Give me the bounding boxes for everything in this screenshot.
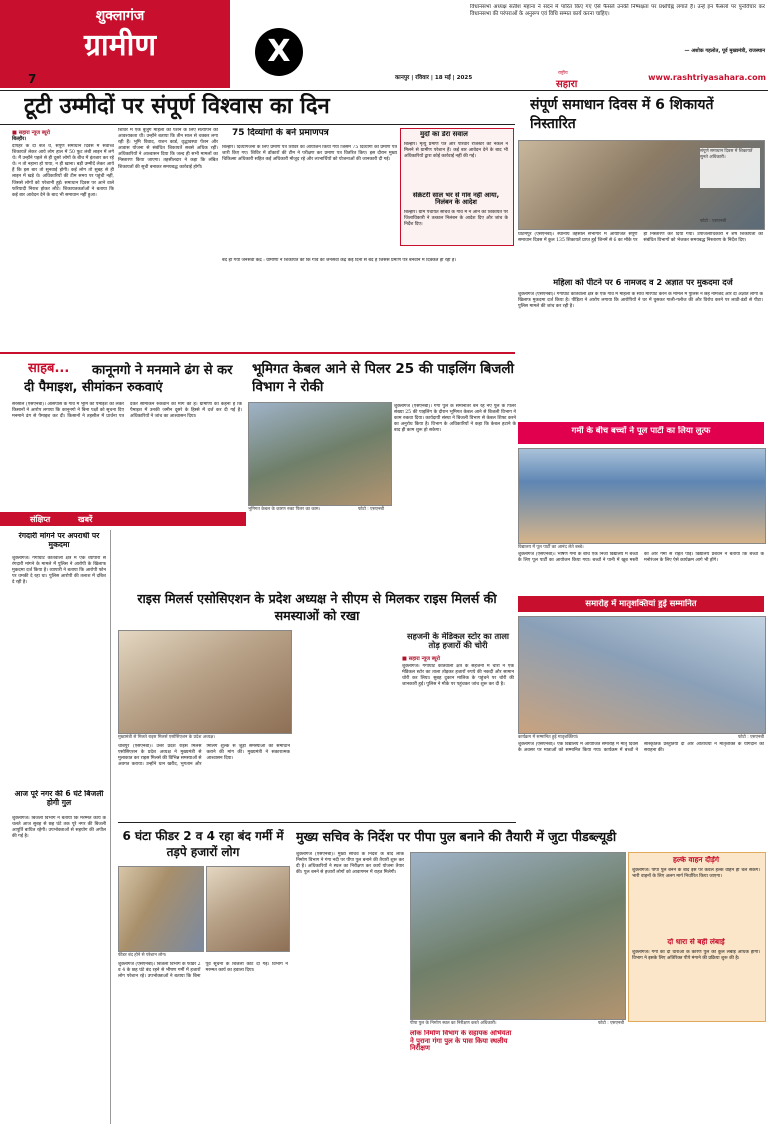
samaroh-body: शुक्लागंज (एसएनबी)। एक विद्यालय में आयोजित समारोह में मातृ दिवस के अवसर पर माताओं को सम्मानित किया गया। कार्यक्रम में बच्चों ने सांस्कृतिक प्रस्तुतियां दीं और अतिथियों ने मातृशक्ति के योगदान की सराहना की। (518, 742, 764, 754)
halka-text: शुक्लागंज। पीपा पुल बनने के बाद इस पर केवल हल्के वाहन ही चल सकेंगे। भारी वाहनों के लिए अलग मार्ग निर्धारित किया जाएगा। (632, 868, 760, 880)
kanungo-headline: कानूनगो ने मनमाने ढंग से कर दी पैमाइश, सीमांकन रुकवाएं (24, 363, 233, 395)
halka-title: हल्के वाहन दौड़ेंगे (672, 856, 720, 864)
website: www.rashtriyasahara.com (648, 73, 766, 82)
rice-body: चौबेपुर (एसएनबी)। उत्तर प्रदेश राइस मिलर्स एसोसिएशन के प्रदेश अध्यक्ष ने मुख्यमंत्री से मुलाकात कर राइस मिलर्स की विभिन्न समस्याओं से अवगत कराया। उन्होंने धान खरीद, भुगतान और मिलिंग शुल्क से जुड़ी समस्याओं का समाधान कराने की मांग की। मुख्यमंत्री ने सकारात्मक आश्वासन दिया। (118, 744, 290, 768)
pool-photo (518, 448, 766, 544)
rice-body-2 (296, 630, 396, 818)
bhumigat-headline: भूमिगत केबल आने से पिलर 25 की पाइलिंग बिजली विभाग ने रोकी (252, 361, 515, 395)
bhumigat-credit: फोटो : एसएनबी (358, 507, 385, 512)
main-footer: बंद हो गया जनसेवा केंद्र : ग्रामीणों ने शिकायत की कि गांव का जनसेवा केंद्र कई दिनों से बंद है जिससे प्रमाण पत्र बनवाने में दिक्कत हो रही है। (222, 258, 457, 263)
box-text: बिल्हौर। मृत्यु प्रमाण पत्र और परिवार रजिस्टर की नकल न मिलने से ग्रामीण परेशान हैं। कई बार आवेदन देने के बाद भी अधिकारियों द्वारा कोई कार्रवाई नहीं की गई। (404, 142, 508, 160)
samaroh-caption: कार्यक्रम में सम्मानित हुई मातृशक्तियां। (518, 735, 579, 740)
feeder-body: शुक्लागंज (एसएनबी)। बिजली विभाग के फीडर 2 व 4 के छह घंटे बंद रहने से भीषण गर्मी में हजारों लोग परेशान रहे। उपभोक्ताओं ने बताया कि बिना पूर्व सूचना के बिजली काट दी गई। विभाग ने मरम्मत कार्य का हवाला दिया। (118, 962, 288, 980)
rice-headline: राइस मिलर्स एसोसिएशन के प्रदेश अध्यक्ष ने सीएम से मिलकर राइस मिलर्स की समस्याओं को रखा (137, 591, 497, 623)
bhumigat-caption: भूमिगत केबल के कारण रुका पिलर का काम। (248, 507, 321, 512)
bhumigat-body-2 (248, 514, 390, 582)
brief-1-title: रंगदारी मांगने पर अपराधी पर मुकदमा (18, 532, 100, 549)
peepa-caption: पीपा पुल के निर्माण स्थल का निरीक्षण करते अधिकारी। (410, 1021, 497, 1026)
sankshipt-label2: खबरें (78, 515, 93, 524)
feeder-caption: फीडर बंद होने से परेशान लोग। (118, 953, 167, 958)
sehjani-headline: सहजनी के मेडिकल स्टोर का ताला तोड़ हजारों की चोरी (406, 632, 510, 651)
pool-caption: विद्यालय में पूल पार्टी का आनंद लेते बच्चे। (518, 545, 584, 550)
sehjani-byline: ■ सहारा न्यूज ब्यूरो (402, 656, 440, 662)
sampurna-body: घाटमपुर (एसएनबी)। स्थानीय तहसील सभागार में आयोजित संपूर्ण समाधान दिवस में कुल 135 शिकायतें प्राप्त हुईं जिनमें से 6 का मौके पर ही निस्तारण कर दिया गया। उपजिलाधिकारी ने शेष शिकायतों को संबंधित विभागों को भेजकर समयबद्ध निस्तारण के निर्देश दिए। (518, 232, 763, 244)
peepa-headline: मुख्य सचिव के निर्देश पर पीपा पुल बनाने की तैयारी में जुटा पीडब्ल्यूडी (296, 829, 617, 844)
halka-text2: शुक्लागंज। गंगा की दो धाराओं के कारण पुल की कुल लंबाई अधिक होगी। विभाग ने इसके लिए अतिरिक्त पीपे मंगाने की प्रक्रिया शुरू की है। (632, 950, 760, 962)
paper-logo: सहारा (556, 79, 578, 90)
box-title: मुर्दों का डेरा सवाल (420, 131, 468, 138)
halka-title2: दो धारा से बही लंबाई (667, 938, 725, 946)
box2-text: बिल्हौर। ग्राम पंचायत सचिव के गांव में न आने की शिकायत पर जिलाधिकारी ने तत्काल निलंबन के आदेश दिए और जांच के निर्देश दिए। (404, 210, 508, 228)
main-byline: ■ सहारा न्यूज ब्यूरो (12, 130, 50, 136)
quote-author: — अशोक गहलोत, पूर्व मुख्यमंत्री, राजस्थान (684, 48, 765, 54)
peepa-credit: फोटो : एसएनबी (597, 1021, 624, 1026)
pool-body: शुक्लागंज (एसएनबी)। भीषण गर्मी के बीच एक निजी विद्यालय में बच्चों के लिए पूल पार्टी का आयोजन किया गया। बच्चों ने पानी में खूब मस्ती की और गर्मी से राहत पाई। विद्यालय प्रबंधन ने बताया कि बच्चों के मनोरंजन के लिए ऐसे कार्यक्रम आगे भी होंगे। (518, 552, 764, 564)
peepa-body-2 (520, 1030, 624, 1122)
brief-1-text: शुक्लागंज। गंगाघाट कोतवाली क्षेत्र में एक व्यापारी से रंगदारी मांगने के मामले में पुलिस ने आरोपी के खिलाफ मुकदमा दर्ज किया है। व्यापारी ने बताया कि आरोपी फोन पर धमकी दे रहा था। पुलिस आरोपी की तलाश में दबिश दे रही है। (12, 556, 106, 586)
page-number: 7 (28, 72, 37, 86)
kanungo-body: सरसौल (एसएनबी)। आसपास के गांव में भूमि की पैमाइश को लेकर किसानों ने आरोप लगाया कि कानूनगो ने बिना पक्षों को सूचना दिए मनमाने ढंग से पैमाइश कर दी। किसानों ने तहसील में प्रार्थना पत्र देकर सीमांकन रुकवाने की मांग की है। ग्रामीणों का कहना है कि पैमाइश में उनकी जमीन दूसरे के हिस्से में दर्ज कर दी गई है। अधिकारियों ने जांच का आश्वासन दिया। (12, 402, 242, 420)
dateline: कानपुर | रविवार | 18 मई | 2025 (395, 75, 473, 81)
peepa-photo (410, 852, 626, 1020)
samaroh-photo (518, 616, 766, 734)
mahila-body: शुक्लागंज (एसएनबी)। गंगाघाट कोतवाली क्षेत्र के एक गांव में महिला के साथ मारपीट करने के मामले में पुलिस ने छह नामजद और दो अज्ञात लोगों के खिलाफ मुकदमा दर्ज किया है। पीड़िता ने आरोप लगाया कि आरोपियों ने घर में घुसकर गाली-गलौज की और विरोध करने पर लाठी-डंडों से पीटा। पुलिस मामले की जांच कर रही है। (518, 292, 763, 310)
halka-body-3 (628, 1024, 764, 1122)
rice-caption: मुख्यमंत्री से मिलते राइस मिलर्स एसोसिएशन के प्रदेश अध्यक्ष। (118, 735, 216, 740)
sankshipt-label: संक्षिप्त (30, 515, 51, 524)
paper-small: राष्ट्रीय (558, 71, 568, 76)
brief-2-title: आज पूरे नगर की 6 घंटे बिजली होगी गुल (14, 790, 104, 807)
samaroh-credit: फोटो : एसएनबी (737, 735, 764, 740)
feeder-photo-1 (118, 866, 204, 952)
feeder-headline: 6 घंटा फीडर 2 व 4 रहा बंद गर्मी में तड़पे हजारों लोग (122, 829, 284, 859)
main-body-col3: बिल्हौर। दिव्यांगजनों के लिए प्रमाण पत्र शिविर का आयोजन किया गया जिसमें 75 दिव्यांगों को प्रमाण पत्र जारी किए गए। शिविर में डॉक्टरों की टीम ने परीक्षण कर प्रमाण पत्र वितरित किए। इस दौरान मुख्य चिकित्सा अधिकारी सहित कई अधिकारी मौजूद रहे और लाभार्थियों को योजनाओं की जानकारी दी गई। (222, 145, 397, 163)
rice-photo (118, 630, 292, 734)
masthead-pretitle: शुक्लागंज (95, 8, 145, 24)
peepa-body: शुक्लागंज (एसएनबी)। मुख्य सचिव के निर्देश के बाद लोक निर्माण विभाग ने गंगा नदी पर पीपा पुल बनाने की तैयारी शुरू कर दी है। अधिकारियों ने स्थल का निरीक्षण कर कार्य योजना तैयार की। पुल बनने से हजारों लोगों को आवागमन में राहत मिलेगी। (296, 852, 404, 876)
sampurna-headline: संपूर्ण समाधान दिवस में 6 शिकायतें निस्तारित (530, 97, 714, 132)
box2-title: सेक्रेटरी साल भर से गांव नहीं आया, निलंबन के आदेश (412, 192, 500, 207)
main-body-col2: शिविर में एक बुजुर्ग महिला को पेंशन के लिए सत्यापन की आवश्यकता थी। उन्होंने बताया कि तीन साल से चक्कर लगा रही हैं। भूमि विवाद, राशन कार्ड, वृद्धावस्था पेंशन और आवास योजना से संबंधित शिकायतें सबसे अधिक रहीं। अधिकारियों ने आश्वासन दिया कि जल्द ही सभी मामलों का निस्तारण किया जाएगा। तहसीलदार ने कहा कि लंबित शिकायतों की सूची बनाकर समयबद्ध कार्रवाई होगी। (118, 128, 218, 170)
masthead-quote: विधानसभा अध्यक्ष सतीश महाना ने सदन में पारित किए गए ऐसे फैसले उनकी निष्पक्षता पर प्रश्नचिह्न लगाते हैं। उन्हें इन फैसलों पर पुनर्विचार कर विधानसभा की परंपराओं के अनुरूप एवं विधि सम्मत कार्य करना चाहिए। (470, 4, 765, 17)
garmi-headline: गर्मी के बीच बच्चों ने पूल पार्टी का लिया लुत्फ (571, 426, 711, 435)
kanungo-headline-red: साहब... (28, 362, 70, 376)
masthead-title: ग्रामीण (83, 28, 157, 63)
peepa-box-text: लोक निर्माण विभाग के सहायक अभियंता ने पुराना गंगा पुल के पास किया स्थलीय निरीक्षण (410, 1030, 512, 1053)
bhumigat-photo (248, 402, 392, 506)
feeder-photo-2 (206, 866, 290, 952)
bhumigat-body: शुक्लागंज (एसएनबी)। गंगा पुल के समानांतर बन रहे नए पुल के पिलर संख्या 25 की पाइलिंग के दौरान भूमिगत केबल आने से बिजली विभाग ने काम रुकवा दिया। कार्यदायी संस्था ने बिजली विभाग से केबल शिफ्ट करने का अनुरोध किया है। विभाग के अधिकारियों ने कहा कि केबल हटाने के बाद ही काम शुरू हो सकेगा। (394, 404, 516, 434)
mahila-headline: महिला को पीटने पर 6 नामजद व 2 अज्ञात पर मुकदमा दर्ज (553, 278, 733, 287)
sampurna-caption: संपूर्ण समाधान दिवस में शिकायतें सुनते अधिकारी। (700, 148, 760, 188)
main-body-col1: दोपहर के दो बजे थे, संपूर्ण समाधान दिवस में सर्वोच्च शिकायतें लेकर आये लोग हाल में 50 फुट लंबी लाइन में लगे थे। मैं उन्होंने पहले से ही दूसरे लोगों के बीच में इंतजार कर रहे थे। न तो नहाना हो पाया, न ही खाना। बड़ी उम्मीदें लेकर आये हैं कि इस बार तो सुनवाई होगी। कई लोग तो सुबह से ही लाइन में खड़े थे। अधिकारियों की टीम समय पर पहुंची नहीं, जिससे लोगों को परेशानी हुई। समाधान दिवस पर आने वाले फरियादी निराश होकर लौटे। शिकायतकर्ताओं ने बताया कि कई बार आवेदन देने के बाद भी समाधान नहीं हुआ। (12, 144, 114, 198)
sub-headline: 75 दिव्यांगों के बने प्रमाणपत्र (232, 128, 329, 138)
sehjani-body: शुक्लागंज। गंगाघाट कोतवाली क्षेत्र के सहजनी में चोरों ने एक मेडिकल स्टोर का ताला तोड़कर हजारों रुपये की नकदी और सामान चोरी कर लिया। सुबह दुकान मालिक के पहुंचने पर चोरी की जानकारी हुई। पुलिस ने मौके पर पहुंचकर जांच शुरू कर दी है। (402, 664, 514, 688)
main-headline: टूटी उम्मीदों पर संपूर्ण विश्वास का दिन (24, 94, 330, 119)
samaroh-headline: समारोह में मातृशक्तियां हुई सम्मानित (585, 599, 697, 608)
x-logo: X (255, 28, 303, 76)
peepa-body-3 (296, 1006, 404, 1122)
sampurna-credit: फोटो : एसएनबी (700, 219, 727, 224)
main-dateline: बिल्हौर। (12, 136, 27, 142)
brief-2-text: शुक्लागंज। बिजली विभाग ने बताया कि मरम्मत कार्य के चलते आज सुबह से छह घंटे तक पूरे नगर की बिजली आपूर्ति बाधित रहेगी। उपभोक्ताओं से सहयोग की अपील की गई है। (12, 816, 106, 840)
